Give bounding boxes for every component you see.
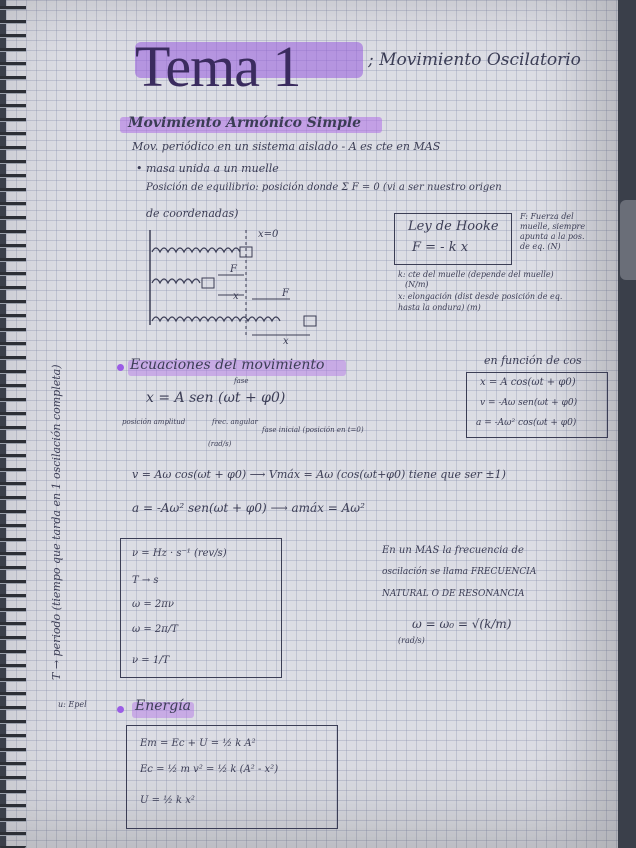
page-tab (620, 200, 636, 280)
label-x: x (283, 336, 289, 347)
label-force: F (230, 264, 237, 275)
mas-line: Posición de equilibrio: posición donde Σ F = 0 (vi a ser nuestro origen (146, 182, 502, 193)
cos-row: v = -Aω sen(ωt + φ0) (480, 398, 578, 408)
energy-row: U = ½ k x² (140, 795, 195, 806)
frequency-row: ν = Hz · s⁻¹ (rev/s) (132, 548, 227, 559)
natural-units: (rad/s) (398, 636, 425, 645)
cos-row: x = A cos(ωt + φ0) (480, 377, 576, 388)
mas-line: de coordenadas) (146, 207, 239, 220)
spring-diagram (140, 225, 370, 345)
frequency-row: ν = 1/T (132, 655, 170, 666)
label-x: x (233, 291, 239, 302)
natural-text: NATURAL O DE RESONANCIA (382, 589, 525, 599)
frequency-row: T → s (132, 575, 159, 586)
equation-note: fase inicial (posición en t=0) (262, 426, 364, 434)
bullet-dot (117, 706, 124, 713)
hooke-note: F: Fuerza del (520, 212, 574, 221)
energy-row: Ec = ½ m v² = ½ k (A² - x²) (140, 764, 279, 775)
mas-line: • masa unida a un muelle (136, 162, 279, 175)
hooke-note: k: cte del muelle (depende del muelle) (398, 270, 554, 279)
equation-note: posición amplitud (122, 418, 186, 426)
acceleration-line: a = -Aω² sen(ωt + φ0) ⟶ amáx = Aω² (132, 501, 365, 515)
equation-note: frec. angular (212, 418, 258, 426)
section-title-mas: Movimiento Armónico Simple (128, 115, 362, 131)
spiral-binding (0, 0, 26, 848)
section-title-energia: Energía (135, 698, 191, 714)
label-x0: x=0 (258, 229, 279, 240)
hooke-note: x: elongación (dist desde posición de eq. (398, 292, 563, 301)
cos-row: a = -Aω² cos(ωt + φ0) (476, 418, 577, 428)
natural-text: oscilación se llama FRECUENCIA (382, 567, 537, 577)
natural-text: En un MAS la frecuencia de (382, 545, 524, 556)
hooke-formula: F = - k x (412, 240, 469, 255)
energy-row: Em = Ec + U = ½ k A² (140, 738, 256, 749)
margin-note: u: Epel (58, 700, 87, 709)
natural-formula: ω = ω₀ = √(k/m) (412, 617, 512, 631)
bullet-dot (117, 364, 124, 371)
velocity-line: v = Aω cos(ωt + φ0) ⟶ Vmáx = Aω (cos(ωt+φ0) tiene que ser ±1) (132, 468, 506, 481)
mas-line: Mov. periódico en un sistema aislado - A es cte en MAS (132, 140, 441, 153)
hooke-note: (N/m) (405, 280, 429, 289)
period-note: T → periodo (tiempo que tarda en 1 oscilación completa) (50, 364, 63, 680)
hooke-note: apunta a la pos. (520, 232, 585, 241)
equation-main: x = A sen (ωt + φ0) (146, 390, 286, 406)
hooke-note: de eq. (N) (520, 242, 561, 251)
hooke-note: hasta la ondura) (m) (398, 303, 481, 312)
equation-note: (rad/s) (208, 440, 232, 448)
hooke-title: Ley de Hooke (408, 219, 499, 234)
frequency-row: ω = 2πν (132, 599, 174, 610)
section-title-ecuaciones: Ecuaciones del movimiento (130, 357, 325, 373)
page-subtitle: ; Movimiento Oscilatorio (368, 50, 581, 70)
frequency-row: ω = 2π/T (132, 624, 178, 635)
label-force: F (282, 288, 289, 299)
cos-header: en función de cos (484, 354, 582, 367)
hooke-note: muelle, siempre (520, 222, 586, 231)
equation-note: fase (234, 377, 249, 385)
page-title: Tema 1 (135, 34, 301, 99)
